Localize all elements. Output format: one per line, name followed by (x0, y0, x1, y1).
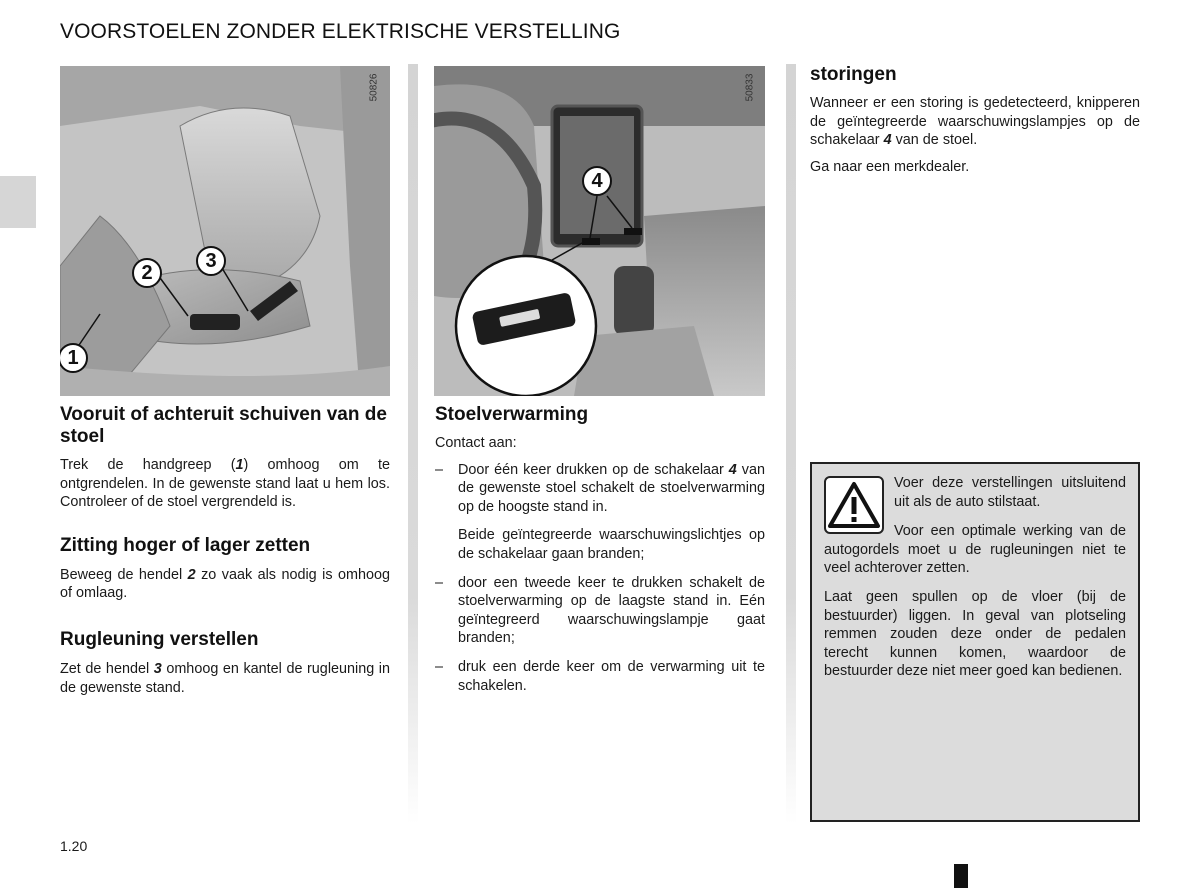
left-column (60, 404, 390, 697)
faults-text (810, 94, 1140, 150)
section-heading-seat-heating: Stoelverwarming (435, 404, 589, 425)
dashboard-illustration (434, 66, 765, 396)
dash-mark: – (435, 461, 444, 478)
section-heading-faults: storingen (810, 64, 897, 85)
text-part: door een tweede keer te drukken schakelt de stoelverwarming op de laagste stand in. Eén geïntegreerd waarschuwingslampje gaat branden; (458, 574, 765, 647)
column-divider-right (786, 64, 796, 824)
text-part: Door één keer drukken op de schakelaar (458, 461, 729, 478)
seat-figure-ref-code: 50826 (368, 73, 380, 102)
ref-number: 2 (187, 566, 196, 583)
text-part: van de stoel. (891, 132, 978, 149)
ref-number: 4 (883, 132, 892, 149)
page-title: VOORSTOELEN ZONDER ELEKTRISCHE VERSTELLING (60, 20, 621, 43)
right-column (810, 64, 1140, 176)
list-item (435, 574, 765, 648)
section-heading-seat-height: Zitting hoger of lager zetten (60, 534, 311, 556)
section-text-seat-height (60, 566, 390, 603)
callout-4: 4 (582, 166, 612, 196)
chapter-tab (0, 176, 36, 228)
dashboard-figure-ref-code: 50833 (744, 73, 756, 102)
dash-mark: – (435, 658, 444, 675)
page-edge-marker (954, 864, 968, 888)
text-part: druk een derde keer om de verwarming uit te schakelen. (458, 658, 765, 694)
dash-mark: – (435, 574, 444, 591)
text-part: omhoog en kantel de rugleuning in de gewenste stand. (60, 660, 390, 696)
dealer-text: Ga naar een merkdealer. (810, 158, 970, 175)
callout-1: 1 (60, 343, 88, 373)
seat-figure (60, 66, 390, 396)
list-item (435, 658, 765, 695)
ref-number: 3 (153, 660, 162, 677)
text-part: Zet de hendel (60, 660, 154, 677)
section-text-backrest (60, 660, 390, 697)
page-number: 1.20 (60, 838, 88, 854)
ref-number: 1 (235, 457, 244, 473)
section-text-slide-seat (60, 456, 390, 512)
text-part: Trek de handgreep ( (60, 457, 236, 473)
warning-text-2: Voor een optimale werking van de autogordels moet u de rugleuningen niet te veel achterover zetten. (824, 523, 1126, 577)
seat-illustration (60, 66, 390, 396)
text-part: Beweeg de hendel (60, 566, 188, 583)
callout-3: 3 (196, 246, 226, 276)
intro-text: Contact aan: (435, 435, 517, 451)
section-heading-slide-seat: Vooruit of achteruit schuiven van de stoel (60, 404, 387, 447)
warning-text-1: Voer deze verstellingen uitsluitend uit als de auto stilstaat. (894, 475, 1126, 510)
section-heading-backrest: Rugleuning verstellen (60, 628, 259, 650)
text-part: Wanneer er een storing is gedetecteerd, knipperen de geïntegreerde waarschuwingslampjes op de schakelaar (810, 95, 1140, 149)
middle-column (435, 404, 765, 695)
list-item-followup: Beide geïntegreerde waarschuwingslichtjes op de schakelaar gaan branden; (458, 527, 765, 562)
text-part: van de gewenste stoel schakelt de stoelverwarming op de hoogste stand in. (458, 461, 765, 515)
list-item (435, 461, 765, 517)
warning-box (810, 462, 1140, 822)
text-part: ) omhoog om te ontgrendelen. In de gewenste stand laat u hem los. Controleer of de stoel vergrendeld is. (60, 457, 390, 511)
dashboard-figure (434, 66, 765, 396)
ref-number: 4 (728, 461, 737, 478)
heating-steps-list (435, 461, 765, 517)
column-divider-left (408, 64, 418, 824)
text-part: zo vaak als nodig is omhoog of omlaag. (60, 566, 390, 602)
callout-2: 2 (132, 258, 162, 288)
warning-text-3: Laat geen spullen op de vloer (bij de bestuurder) liggen. In geval van plotseling remmen zouden deze onder de pedalen terecht kunnen komen, waardoor de bestuurder deze niet meer goed kan bedienen. (824, 589, 1126, 680)
heating-steps-list-continued (435, 574, 765, 696)
